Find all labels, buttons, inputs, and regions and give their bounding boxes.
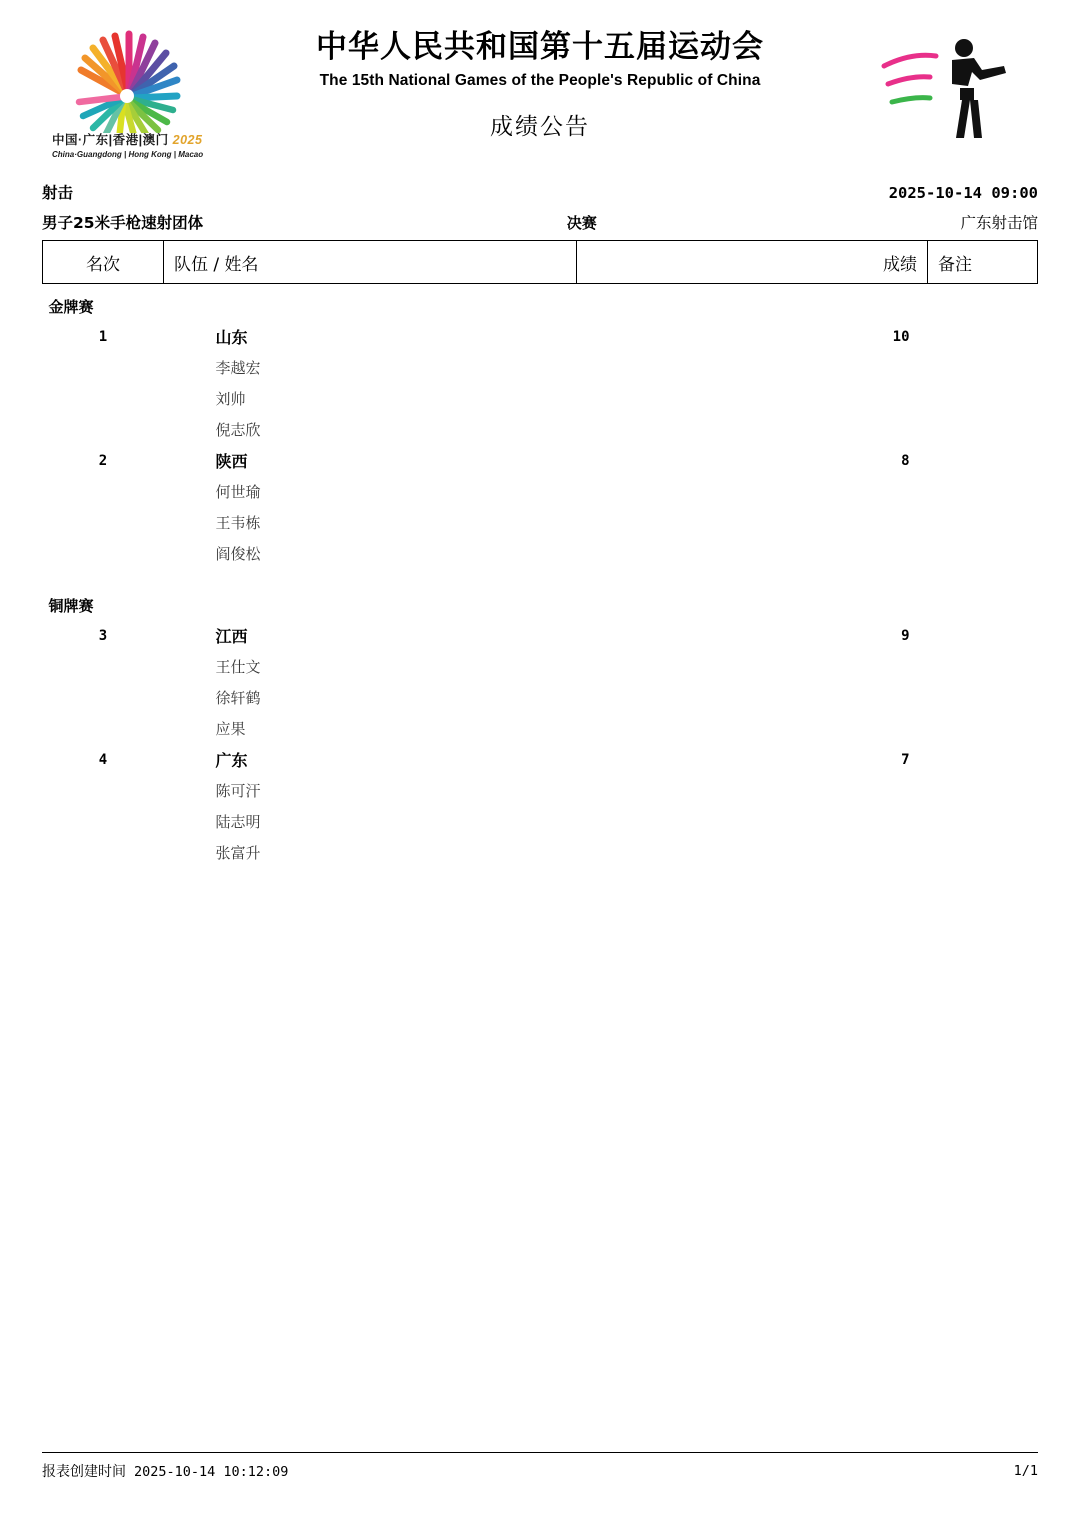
cell-score (577, 682, 928, 713)
cell-athlete: 刘帅 (215, 390, 246, 409)
column-header-score: 成绩 (577, 241, 928, 284)
cell-athlete: 王韦栋 (215, 514, 261, 533)
section-spacer (43, 569, 1038, 583)
page-subtitle: 成绩公告 (490, 113, 590, 140)
cell-note (928, 713, 1038, 744)
cell-rank (43, 383, 164, 414)
cell-rank (43, 352, 164, 383)
section-label: 铜牌赛 (48, 597, 94, 616)
cell-note (928, 352, 1038, 383)
cell-score: 10 (892, 328, 910, 345)
games-logo (52, 18, 202, 168)
cell-score (577, 476, 928, 507)
table-row (43, 837, 1038, 868)
cell-rank (43, 651, 164, 682)
page-footer (42, 1452, 1038, 1481)
table-row (43, 538, 1038, 569)
event-name: 男子25米手枪速射团体 (42, 213, 204, 232)
cell-team: 山东 (215, 328, 248, 348)
cell-note (928, 445, 1038, 476)
logo-line1-year: 2025 (172, 133, 203, 147)
session-datetime: 2025-10-14 09:00 (888, 184, 1038, 202)
cell-score (577, 538, 928, 569)
table-row (43, 744, 1038, 775)
cell-athlete: 陈可汗 (215, 782, 261, 801)
results-table (42, 240, 1038, 868)
cell-rank (43, 713, 164, 744)
cell-rank (43, 507, 164, 538)
table-row (43, 775, 1038, 806)
cell-score (577, 713, 928, 744)
results-table-body (43, 284, 1038, 869)
page-header (42, 0, 1038, 172)
cell-rank (43, 476, 164, 507)
logo-line2: China·Guangdong | Hong Kong | Macao (52, 150, 204, 159)
cell-athlete: 阎俊松 (215, 545, 261, 564)
cell-score: 9 (901, 627, 910, 644)
page-title-cn: 中华人民共和国第十五届运动会 (316, 29, 764, 65)
cell-score (577, 651, 928, 682)
cell-rank (43, 682, 164, 713)
results-table-head (43, 241, 1038, 284)
cell-note (928, 837, 1038, 868)
cell-note (928, 507, 1038, 538)
sport-name: 射击 (42, 184, 74, 202)
phase-name: 决赛 (566, 214, 597, 233)
table-row (43, 321, 1038, 352)
report-created (42, 1461, 288, 1481)
cell-rank (43, 414, 164, 445)
table-row (43, 620, 1038, 651)
shooting-pictogram-icon (878, 26, 1018, 146)
cell-rank (43, 538, 164, 569)
cell-team: 陕西 (215, 452, 248, 472)
page-title-en: The 15th National Games of the People's Republic of China (319, 71, 761, 89)
cell-athlete: 徐轩鹤 (215, 689, 261, 708)
cell-athlete: 张富升 (215, 844, 261, 863)
cell-score (577, 806, 928, 837)
cell-rank (43, 775, 164, 806)
cell-rank: 2 (98, 452, 108, 469)
table-row (43, 806, 1038, 837)
column-header-rank: 名次 (43, 241, 164, 284)
table-row (43, 445, 1038, 476)
report-created-time: 2025-10-14 10:12:09 (134, 1464, 289, 1480)
table-header-row (43, 241, 1038, 284)
cell-note (928, 806, 1038, 837)
cell-athlete: 倪志欣 (215, 421, 261, 440)
cell-score (577, 352, 928, 383)
games-logo-text (52, 130, 202, 159)
cell-note (928, 682, 1038, 713)
section-heading-row (43, 284, 1038, 322)
cell-athlete: 陆志明 (215, 813, 261, 832)
cell-note (928, 414, 1038, 445)
cell-rank: 1 (98, 328, 108, 345)
column-header-team: 队伍 / 姓名 (164, 241, 577, 284)
cell-score (577, 507, 928, 538)
cell-rank: 4 (98, 751, 108, 768)
table-row (43, 713, 1038, 744)
table-row (43, 651, 1038, 682)
cell-score: 8 (901, 452, 910, 469)
column-header-note: 备注 (928, 241, 1038, 284)
cell-athlete: 王仕文 (215, 658, 261, 677)
table-row (43, 682, 1038, 713)
section-heading-row (43, 583, 1038, 620)
cell-note (928, 620, 1038, 651)
cell-note (928, 651, 1038, 682)
cell-note (928, 744, 1038, 775)
cell-score: 7 (901, 751, 910, 768)
cell-note (928, 775, 1038, 806)
table-row (43, 476, 1038, 507)
table-row (43, 383, 1038, 414)
venue-name: 广东射击馆 (960, 213, 1038, 232)
cell-rank: 3 (98, 627, 108, 644)
info-row-event (42, 214, 1038, 241)
cell-rank (43, 806, 164, 837)
report-created-label: 报表创建时间 (42, 1464, 126, 1480)
cell-score (577, 837, 928, 868)
table-row (43, 507, 1038, 538)
games-logo-mark (52, 18, 202, 133)
cell-score (577, 414, 928, 445)
cell-team: 广东 (215, 751, 248, 771)
cell-rank (43, 837, 164, 868)
cell-note (928, 476, 1038, 507)
cell-note (928, 321, 1038, 352)
cell-athlete: 何世瑜 (215, 483, 261, 502)
section-label: 金牌赛 (48, 298, 94, 317)
logo-line1-prefix: 中国·广东|香港|澳门 (52, 133, 173, 147)
cell-score (577, 383, 928, 414)
page-number: 1/1 (1013, 1463, 1038, 1479)
table-row (43, 352, 1038, 383)
cell-note (928, 383, 1038, 414)
cell-athlete: 李越宏 (215, 359, 261, 378)
cell-team: 江西 (215, 627, 248, 647)
table-row (43, 414, 1038, 445)
cell-note (928, 538, 1038, 569)
cell-score (577, 775, 928, 806)
cell-athlete: 应果 (215, 720, 246, 739)
info-row-sport (42, 184, 1038, 203)
